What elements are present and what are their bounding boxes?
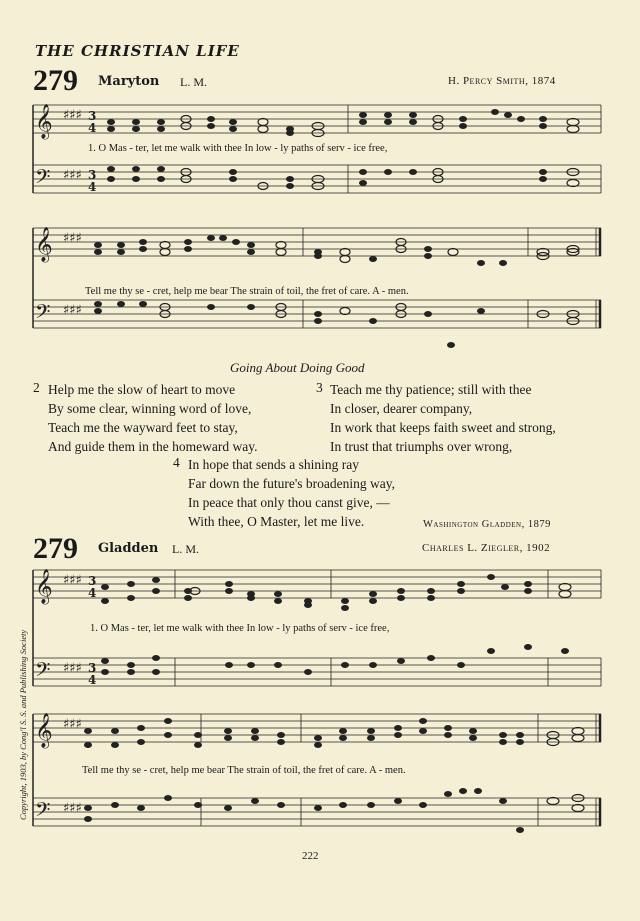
stanza (330, 380, 556, 456)
stanza-line: In hope that sends a shining ray (188, 457, 359, 472)
lyrics-line: Tell me thy se - cret, help me bear The strain of toil, the fret of care. A - men. (85, 286, 409, 297)
sharp-icon: ♯♯♯ (63, 801, 82, 816)
lyrics-line: Tell me thy se - cret, help me bear The strain of toil, the fret of care. A - men. (82, 765, 406, 776)
meter: L. M. (180, 75, 207, 89)
composer: Charles L. Ziegler, 1902 (422, 542, 551, 554)
stanza-line: In peace that only thou canst give, — (188, 495, 390, 510)
stanza-line: Teach me thy patience; still with thee (330, 382, 532, 397)
sharp-icon: ♯♯♯ (63, 231, 82, 246)
stanza-line: In trust that triumphs over wrong, (330, 439, 513, 454)
stanza (188, 455, 395, 531)
svg-text:4: 4 (88, 121, 97, 135)
bass-clef-icon: 𝄢 (35, 300, 51, 328)
copyright-notice: Copyright, 1903, by Cong'l S. S. and Publishing Society (18, 629, 28, 820)
bass-clef-icon: 𝄢 (35, 798, 51, 826)
lyrics-line: 1. O Mas - ter, let me walk with thee In low - ly paths of serv - ice free, (90, 623, 390, 634)
author: Washington Gladden, 1879 (423, 519, 551, 530)
sharp-icon: ♯♯♯ (63, 661, 82, 676)
stanza-line: Help me the slow of heart to move (48, 382, 236, 397)
bass-clef-icon: 𝄢 (35, 658, 51, 686)
stanza-line: And guide them in the homeward way. (48, 439, 258, 454)
tune-name: Gladden (98, 541, 159, 556)
stanza (48, 380, 257, 456)
treble-clef-icon: 𝄞 (35, 569, 53, 604)
sharp-icon: ♯♯♯ (63, 573, 82, 588)
hymn-title: Going About Doing Good (230, 360, 365, 375)
stanza-line: Teach me the wayward feet to stay, (48, 420, 238, 435)
svg-text:4: 4 (88, 673, 97, 687)
treble-clef-icon: 𝄞 (35, 713, 53, 748)
music-system (33, 218, 603, 338)
hymn-number: 279 (33, 64, 78, 97)
svg-text:3: 3 (88, 661, 97, 675)
treble-clef-icon: 𝄞 (35, 227, 53, 262)
stanza-line: By some clear, winning word of love, (48, 401, 252, 416)
tune-name: Maryton (98, 74, 160, 89)
hymn-number: 279 (33, 532, 78, 565)
composer: H. Percy Smith, 1874 (448, 75, 556, 87)
treble-clef-icon: 𝄞 (35, 104, 53, 139)
stanza-line: In closer, dearer company, (330, 401, 473, 416)
svg-text:4: 4 (88, 586, 97, 600)
stanza-line: In work that keeps faith sweet and strong, (330, 420, 556, 435)
stanza-number: 3 (316, 380, 323, 395)
sharp-icon: ♯♯♯ (63, 303, 82, 318)
sharp-icon: ♯♯♯ (63, 108, 82, 123)
meter: L. M. (172, 542, 199, 556)
page-number: 222 (302, 850, 319, 862)
svg-text:4: 4 (88, 180, 97, 194)
stanza-line: With thee, O Master, let me live. (188, 514, 365, 529)
svg-text:3: 3 (88, 109, 97, 123)
sharp-icon: ♯♯♯ (63, 168, 82, 183)
stanza-line: Far down the future's broadening way, (188, 476, 396, 491)
sharp-icon: ♯♯♯ (63, 717, 82, 732)
svg-text:3: 3 (88, 574, 97, 588)
stanza-number: 4 (173, 455, 180, 470)
stanza-number: 2 (33, 380, 40, 395)
section-title: THE CHRISTIAN LIFE (35, 42, 240, 60)
lyrics-line: 1. O Mas - ter, let me walk with thee In low - ly paths of serv - ice free, (88, 143, 388, 154)
svg-text:3: 3 (88, 168, 97, 182)
bass-clef-icon: 𝄢 (35, 165, 51, 193)
